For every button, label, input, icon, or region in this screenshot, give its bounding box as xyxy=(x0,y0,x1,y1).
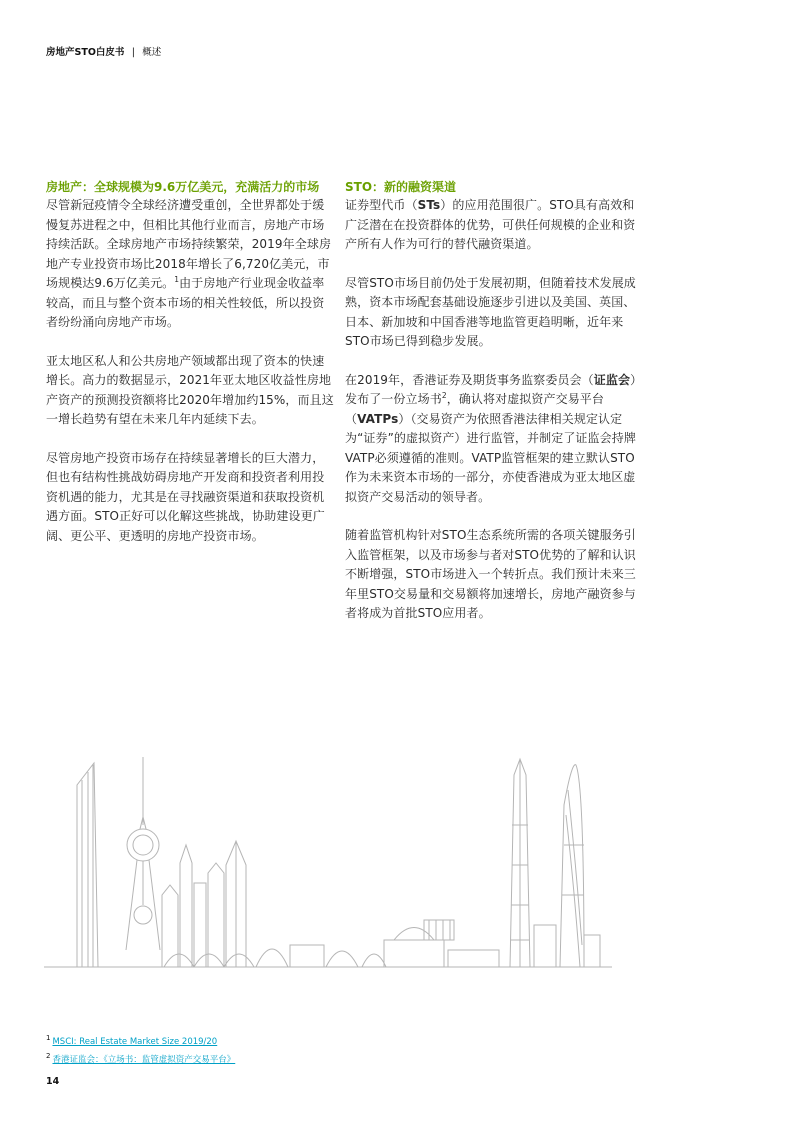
left-paragraph-3: 尽管房地产投资市场存在持续显著增长的巨大潜力，但也有结构性挑战妨碍房地产开发商和投资者利用投资机遇的能力，尤其是在寻找融资渠道和获取投资机遇方面。STO正好可以化解这些挑战，协助建设更广阔、更公平、更透明的房地产投资市场。 xyxy=(46,450,325,543)
right-paragraph-3 xyxy=(345,371,637,508)
right-column xyxy=(345,178,637,643)
right-p1-a: 证券型代币（ xyxy=(345,198,418,212)
right-p3-d: ，确认将对虚拟资产交易平台（ xyxy=(345,392,604,426)
right-p3-f: ）（交易资产为依照香港法律相关规定认定为“证券”的虚拟资产）进行监管，并制定了证监会持牌VATP必须遵循的准则。VATP监管框架的建立默认STO作为未来资本市场的一部分，亦使香港成为亚太地区虚拟资产交易活动的领导者。 xyxy=(345,411,636,504)
city-skyline-illustration xyxy=(44,745,612,975)
right-p1-c: ）的应用范围很广。STO具有高效和广泛潜在在投资群体的优势，可供任何规模的企业和资产所有人作为可行的替代融资渠道。 xyxy=(345,198,636,251)
right-paragraph-2: 尽管STO市场目前仍处于发展初期，但随着技术发展成熟，资本市场配套基础设施逐步引进以及美国、英国、日本、新加坡和中国香港等地监管更趋明晰，近年来STO市场已得到稳步发展。 xyxy=(345,275,636,348)
right-paragraph-1 xyxy=(345,196,637,255)
left-paragraph-2: 亚太地区私人和公共房地产领域都出现了资本的快速增长。高力的数据显示，2021年亚太地区收益性房地产资产的预测投资额将比2020年增加约15%，而且这一增长趋势有望在未来几年内延续下去。 xyxy=(46,353,334,426)
right-paragraph-4: 随着监管机构针对STO生态系统所需的各项关键服务引入监管框架，以及市场参与者对STO优势的了解和认识不断增强，STO市场进入一个转折点。我们预计未来三年里STO交易量和交易额将加速增长，房地产融资参与者将成为首批STO应用者。 xyxy=(345,528,636,620)
page-number: 14 xyxy=(46,1076,60,1087)
footnote-ref-1[interactable]: 1 xyxy=(174,275,180,284)
footnote-ref-2[interactable]: 2 xyxy=(441,391,447,400)
footnote-1-link[interactable]: MSCI: Real Estate Market Size 2019/20 xyxy=(52,1036,218,1047)
right-p3-term-sfc: 证监会 xyxy=(593,372,631,387)
footnote-2-link[interactable]: 香港证监会：《立场书：监管虚拟资产交易平台》 xyxy=(52,1054,236,1065)
right-p3-c: ）发布了一份立场书 xyxy=(345,372,637,406)
left-column xyxy=(46,178,334,565)
header-separator: | xyxy=(131,47,135,58)
footnote-2 xyxy=(46,1049,235,1067)
left-p1-tail: 由于房地产行业现金收益率较高，而且与整个资本市场的相关性较低，所以投资者纷纷涌向房地产市场。 xyxy=(46,276,325,329)
right-p3-a: 在2019年，香港证券及期货事务监察委员会（ xyxy=(345,372,594,387)
document-title: 房地产STO白皮书 xyxy=(46,47,125,58)
running-header xyxy=(46,44,161,58)
left-heading: 房地产：全球规模为9.6万亿美元，充满活力的市场 xyxy=(46,180,320,194)
footnote-1 xyxy=(46,1031,235,1049)
section-name: 概述 xyxy=(142,47,162,58)
left-p1-text: 尽管新冠疫情令全球经济遭受重创，全世界都处于缓慢复苏进程之中，但相比其他行业而言，房地产市场持续活跃。全球房地产市场持续繁荣，2019年全球房地产专业投资市场比2018年增长了6,720亿美元，市场规模达9.6万亿美元。 xyxy=(46,198,332,290)
left-paragraph-1 xyxy=(46,196,334,333)
right-p3-term-vatps: VATPs xyxy=(357,411,399,426)
right-p1-term: STs xyxy=(417,198,441,212)
footnote-1-number: 1 xyxy=(46,1034,51,1042)
right-heading: STO：新的融资渠道 xyxy=(345,180,457,194)
footnotes xyxy=(46,1031,235,1067)
footnote-2-number: 2 xyxy=(46,1051,51,1060)
